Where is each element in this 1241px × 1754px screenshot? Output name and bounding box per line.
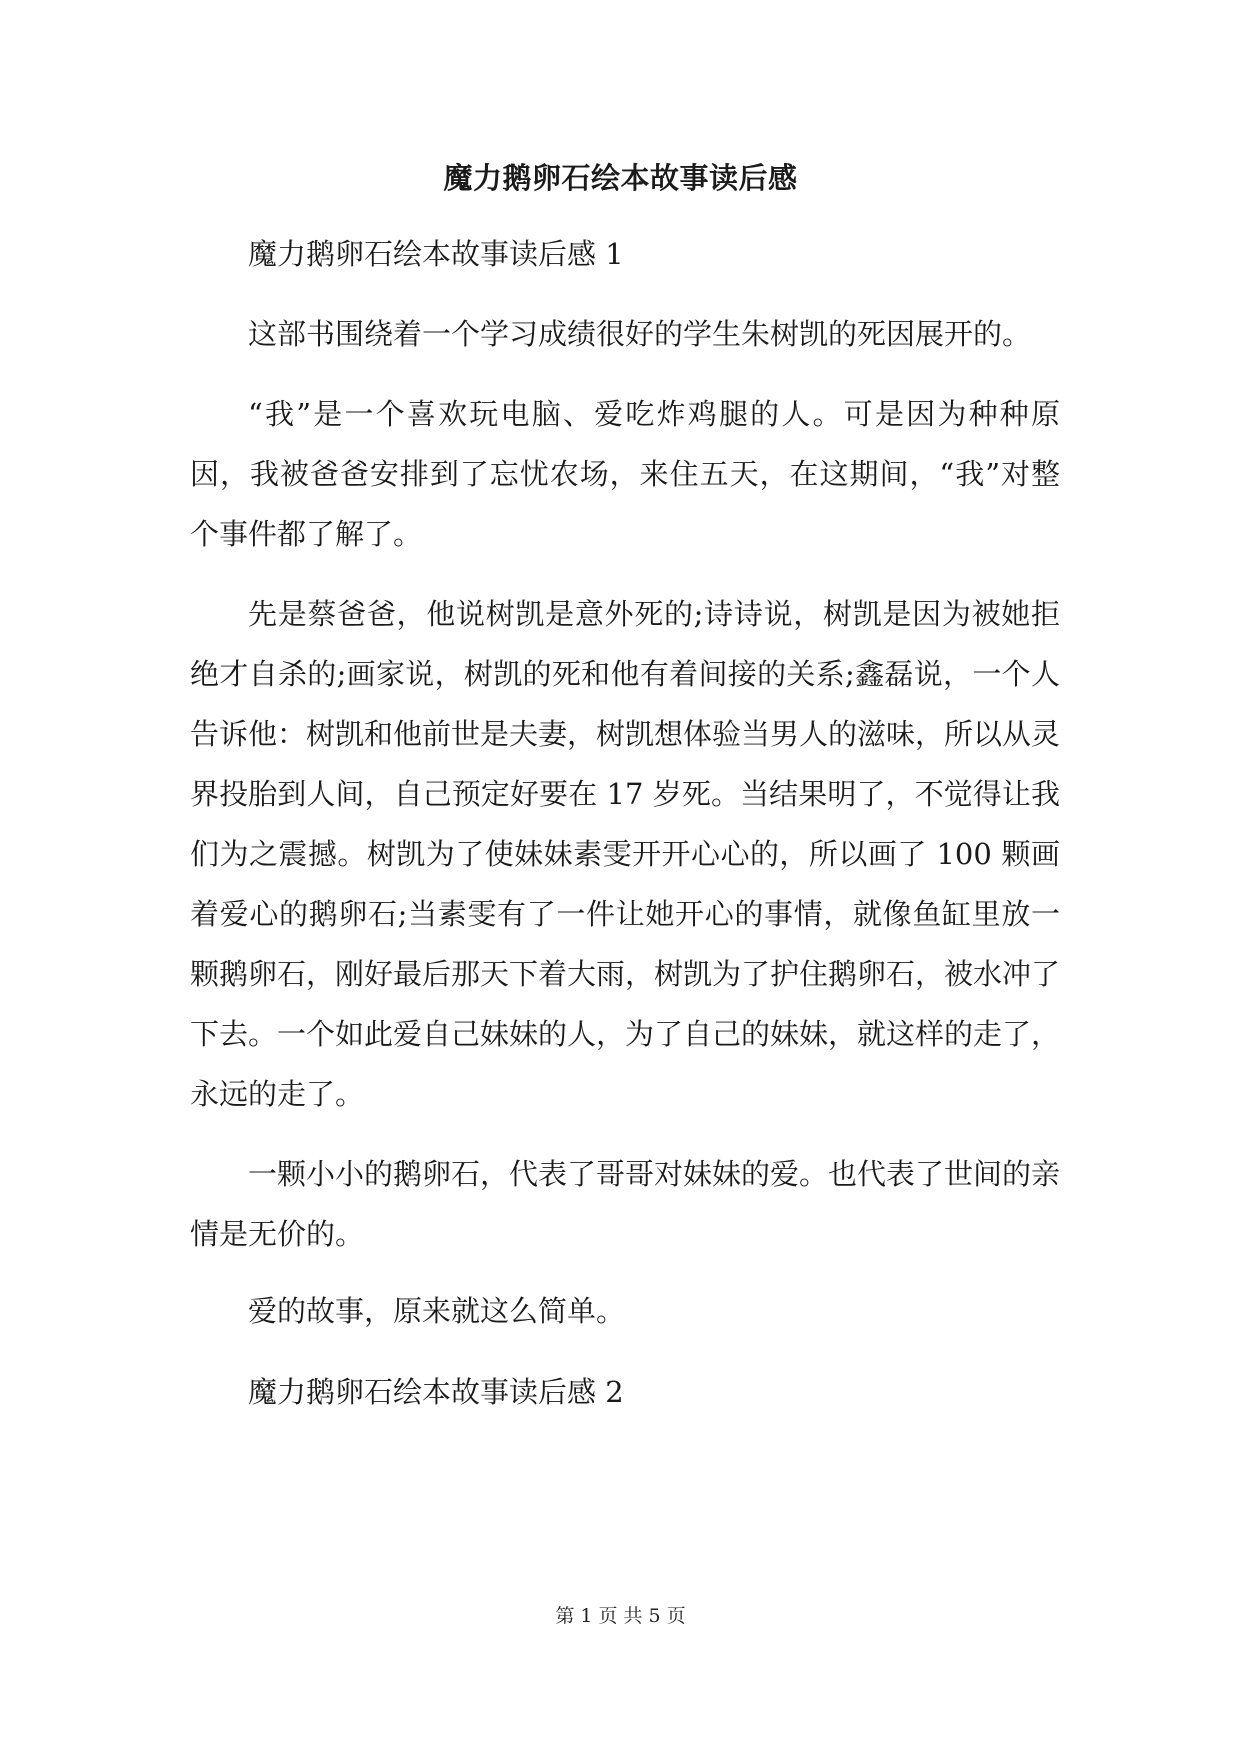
page-number-footer: 第 1 页 共 5 页 bbox=[555, 1605, 686, 1627]
section-heading-2: 魔力鹅卵石绘本故事读后感 2 bbox=[248, 1375, 624, 1409]
paragraph-5: 爱的故事，原来就这么简单。 bbox=[248, 1294, 626, 1328]
paragraph-block-4 bbox=[190, 1144, 1060, 1264]
section-1-heading-block bbox=[190, 224, 1060, 284]
paragraph-3: 先是蔡爸爸，他说树凯是意外死的;诗诗说，树凯是因为被她拒绝才自杀的;画家说，树凯的死和他有着间接的关系;鑫磊说，一个人告诉他：树凯和他前世是夫妻，树凯想体验当男人的滋味，所以从灵界投胎到人间，自己预定好要在 17 岁死。当结果明了，不觉得让我们为之震撼。树凯为了使妹妹素雯开开心心的，所以画了 100 颗画着爱心的鹅卵石;当素雯有了一件让她开心的事情，就像鱼缸里放一颗鹅卵石，刚好最后那天下着大雨，树凯为了护住鹅卵石，被水冲了下去。一个如此爱自己妹妹的人，为了自己的妹妹，就这样的走了，永远的走了。 bbox=[190, 597, 1061, 1111]
section-2-heading-block bbox=[190, 1362, 1060, 1422]
paragraph-block-3 bbox=[190, 584, 1060, 1124]
section-heading-1: 魔力鹅卵石绘本故事读后感 1 bbox=[248, 237, 624, 271]
paragraph-1: 这部书围绕着一个学习成绩很好的学生朱树凯的死因展开的。 bbox=[248, 317, 1032, 351]
paragraph-4: 一颗小小的鹅卵石，代表了哥哥对妹妹的爱。也代表了世间的亲情是无价的。 bbox=[190, 1157, 1061, 1251]
document-title: 魔力鹅卵石绘本故事读后感 bbox=[443, 161, 798, 195]
paragraph-block-1 bbox=[190, 304, 1060, 364]
paragraph-2: “我”是一个喜欢玩电脑、爱吃炸鸡腿的人。可是因为种种原因，我被爸爸安排到了忘忧农场，来住五天，在这期间，“我”对整个事件都了解了。 bbox=[190, 397, 1060, 551]
paragraph-block-5 bbox=[190, 1281, 1060, 1341]
paragraph-block-2 bbox=[190, 384, 1060, 564]
